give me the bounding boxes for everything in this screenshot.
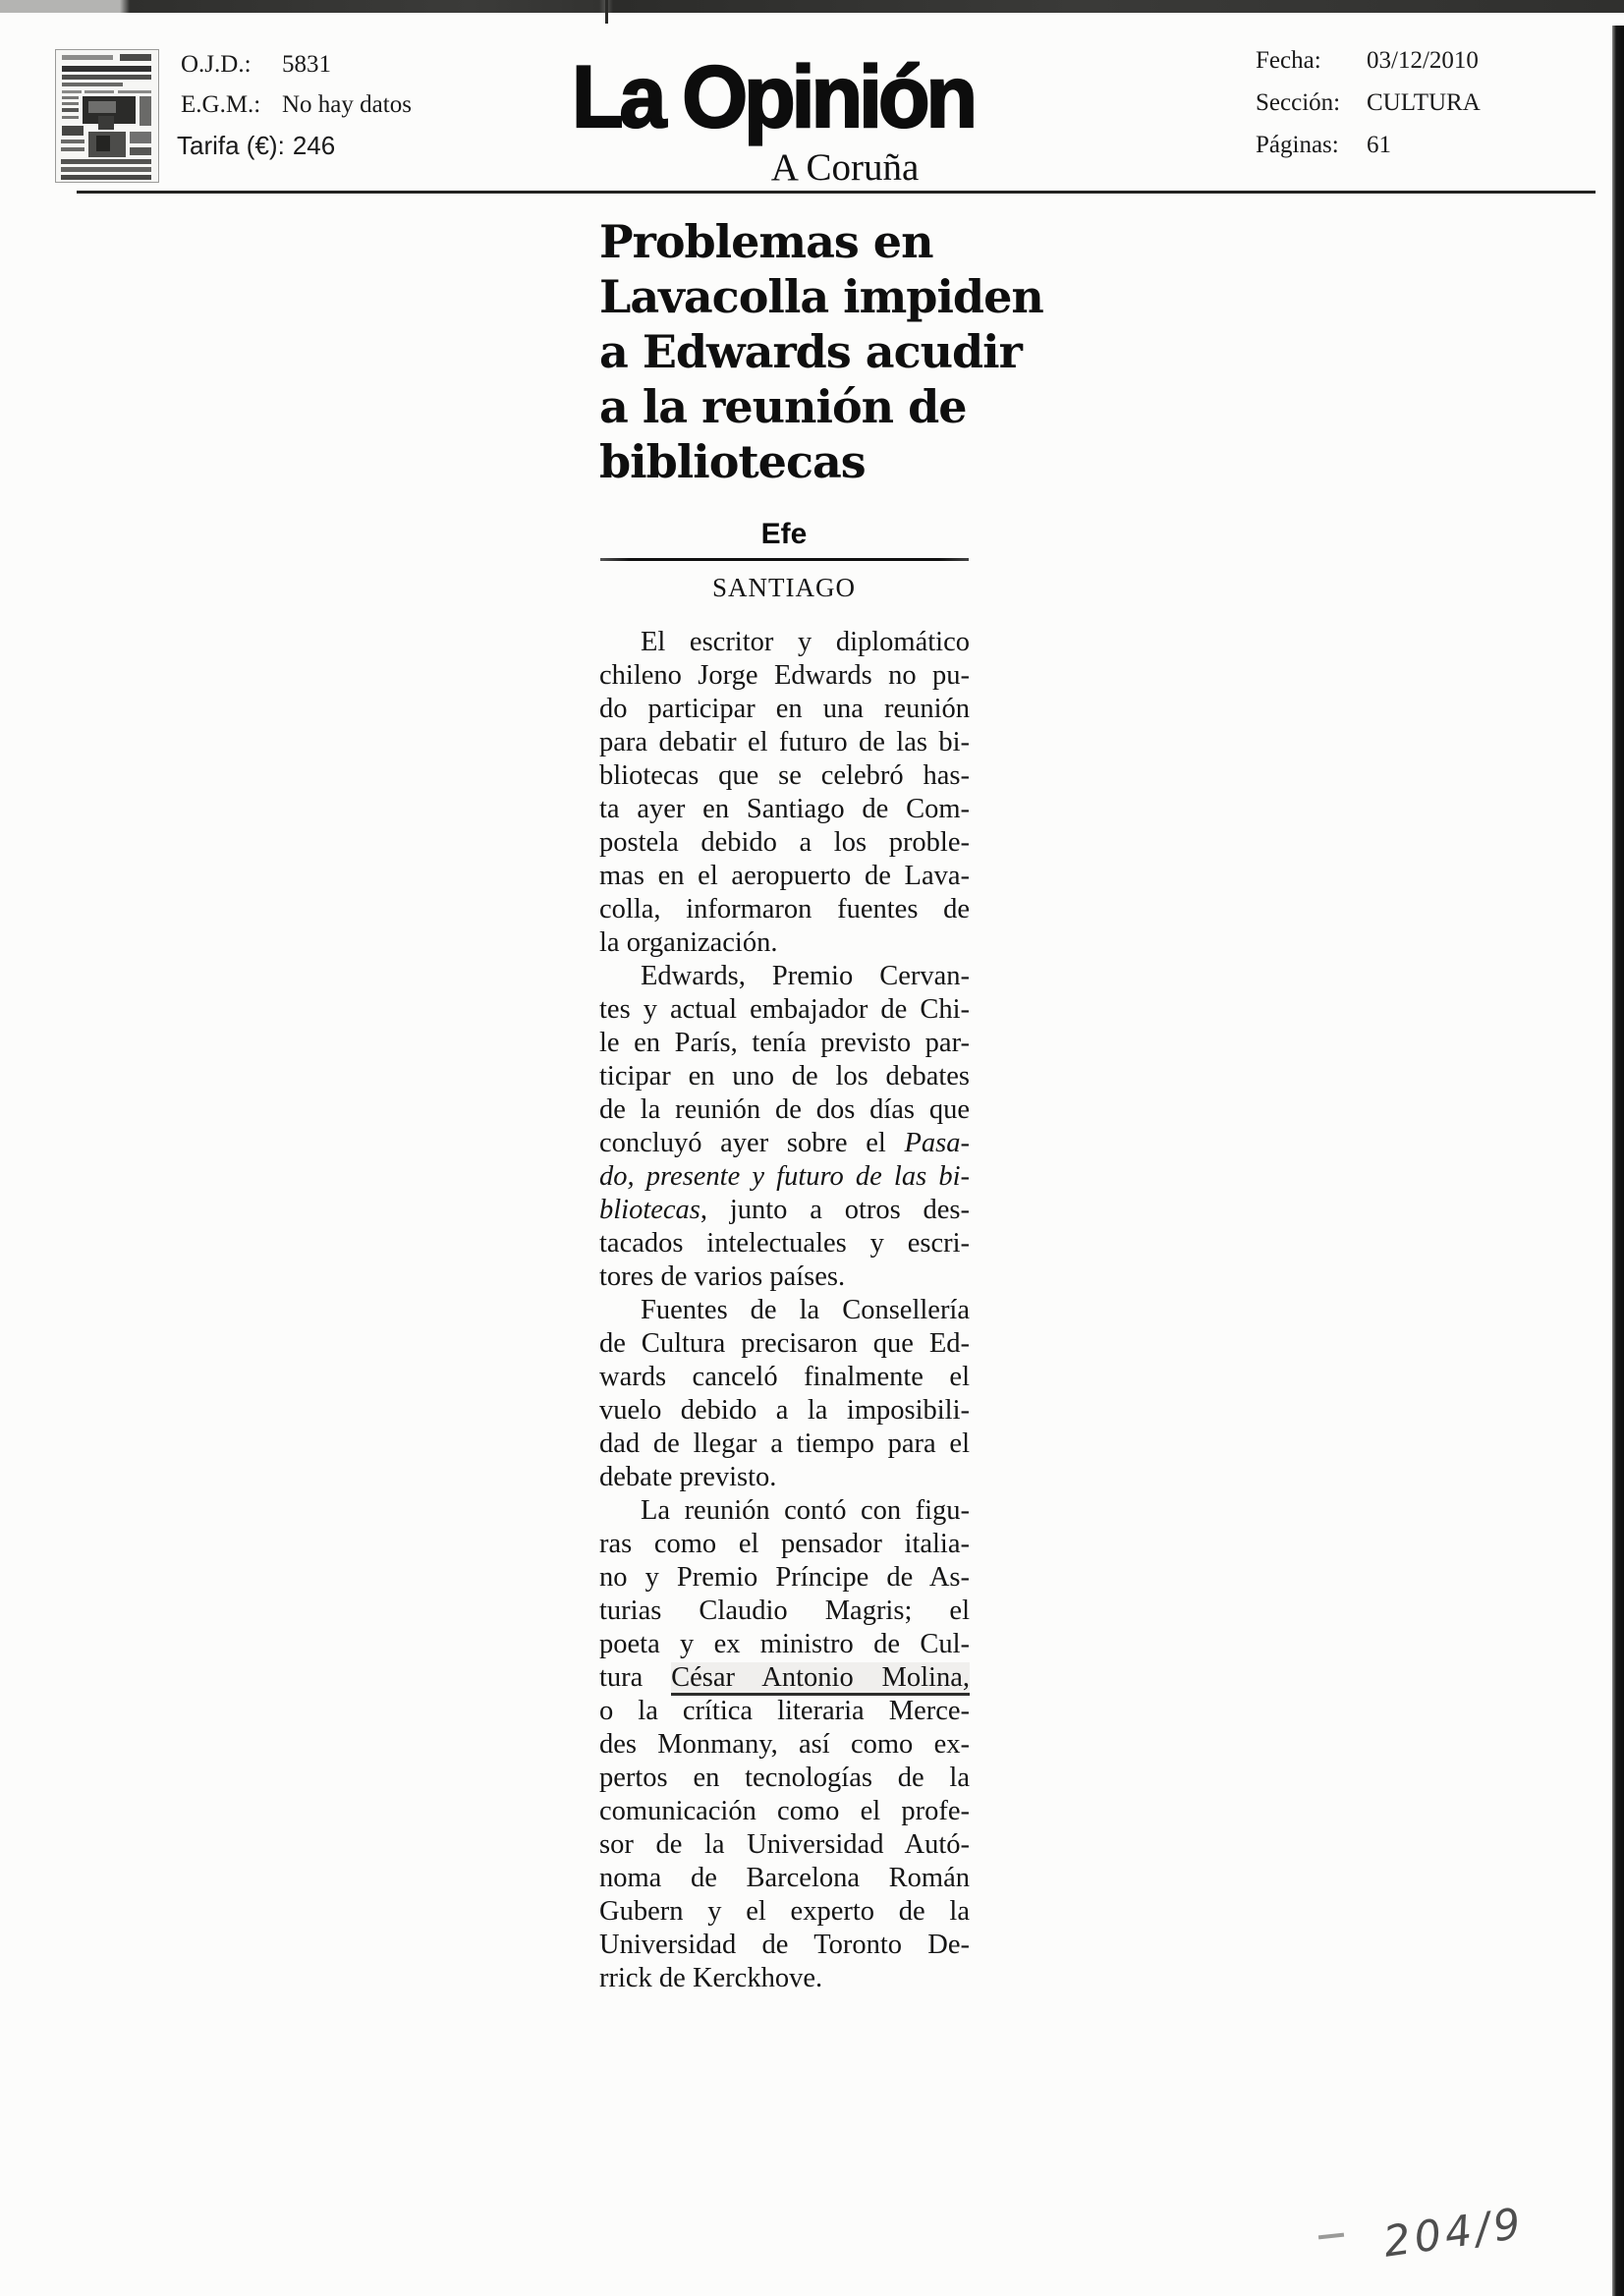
body-line: [599, 1294, 970, 1327]
metric-value: 5831: [282, 51, 331, 78]
metric-value: 246: [292, 131, 336, 160]
headline-line: a la reunión de: [599, 380, 967, 433]
body-text: para debatir el futuro de las bi-: [599, 727, 970, 757]
body-text: de la reunión de dos días que: [599, 1094, 970, 1125]
newspaper-thumbnail: [55, 49, 159, 183]
body-text: des Monmany, así como ex-: [599, 1729, 970, 1760]
body-text: mas en el aeropuerto de Lava-: [599, 861, 970, 891]
body-text: noma de Barcelona Román: [599, 1863, 970, 1893]
dateline: SANTIAGO: [712, 573, 856, 602]
body-text: de Cultura precisaron que Ed-: [599, 1328, 970, 1359]
info-label: Fecha:: [1256, 47, 1321, 74]
metric-label: E.G.M.:: [181, 91, 261, 118]
body-line: [599, 626, 970, 659]
info-label: Sección:: [1256, 89, 1341, 116]
body-text: Universidad de Toronto De-: [599, 1930, 970, 1960]
body-line: [599, 1260, 970, 1294]
body-text: ta ayer en Santiago de Com-: [599, 794, 970, 824]
body-line: [599, 1828, 970, 1862]
article-headline: [599, 215, 1043, 490]
body-text: la organización.: [599, 927, 778, 958]
body-line: [599, 826, 970, 860]
body-text: tacados intelectuales y escri-: [599, 1228, 970, 1259]
scan-edge-right: [1612, 26, 1624, 2296]
italic-text: bliotecas: [599, 1195, 700, 1225]
masthead-subtitle: A Coruña: [770, 146, 920, 189]
body-text: debate previsto.: [599, 1462, 777, 1492]
body-text: pertos en tecnologías de la: [599, 1763, 970, 1793]
body-line: [599, 659, 970, 693]
body-text: poeta y ex ministro de Cul-: [599, 1629, 970, 1659]
body-line: [599, 860, 970, 893]
italic-text: do, presente y futuro de las bi-: [599, 1161, 970, 1192]
body-text: tes y actual embajador de Chi-: [599, 994, 970, 1025]
headline-line: Lavacolla impiden: [599, 270, 1043, 323]
body-line: [599, 1361, 970, 1394]
body-line: [599, 1428, 970, 1461]
body-line: [599, 1795, 970, 1828]
body-line: [599, 926, 970, 960]
body-text: El escritor y diplomático: [641, 627, 970, 657]
body-text: do participar en una reunión: [599, 694, 970, 724]
body-text: sor de la Universidad Autó-: [599, 1829, 970, 1860]
body-line: [599, 1494, 970, 1528]
metric-row-egm: [181, 91, 412, 119]
metric-row-ojd: [181, 51, 331, 79]
body-line: [599, 1895, 970, 1929]
body-line: [599, 1595, 970, 1628]
body-line: [599, 1127, 970, 1160]
body-text: le en París, tenía previsto par-: [599, 1028, 970, 1058]
body-text: Gubern y el experto de la: [599, 1896, 970, 1927]
body-line: [599, 1327, 970, 1361]
body-text: ras como el pensador italia-: [599, 1529, 970, 1559]
headline-line: a Edwards acudir: [599, 325, 1022, 378]
body-line: [599, 693, 970, 726]
body-line: [599, 1060, 970, 1093]
byline-divider: [600, 558, 969, 561]
body-text: o la crítica literaria Merce-: [599, 1696, 970, 1726]
scan-edge-top: [0, 0, 1624, 13]
body-line: [599, 1027, 970, 1060]
body-text: comunicación como el profe-: [599, 1796, 970, 1826]
body-line: [599, 960, 970, 993]
header-divider: [77, 191, 1596, 194]
body-text: La reunión contó con figu-: [641, 1495, 970, 1526]
body-line: [599, 726, 970, 759]
info-row-fecha: [1256, 47, 1479, 75]
body-line: [599, 1762, 970, 1795]
metric-label: Tarifa (€):: [177, 131, 285, 160]
body-line: [599, 1461, 970, 1494]
body-text: concluyó ayer sobre el: [599, 1128, 905, 1158]
body-text: Fuentes de la Consellería: [641, 1295, 970, 1325]
info-label: Páginas:: [1256, 132, 1339, 158]
body-text: , junto a otros des-: [700, 1195, 970, 1225]
body-text: dad de llegar a tiempo para el: [599, 1428, 970, 1459]
body-line: [599, 1962, 970, 1995]
body-text: tores de varios países.: [599, 1261, 846, 1292]
body-line: [599, 893, 970, 926]
body-line: [599, 1661, 970, 1695]
body-line: [599, 1695, 970, 1728]
body-text: vuelo debido a la imposibili-: [599, 1395, 970, 1426]
body-text: ticipar en uno de los debates: [599, 1061, 970, 1092]
body-line: [599, 1394, 970, 1428]
headline-line: bibliotecas: [599, 435, 866, 488]
metric-value: No hay datos: [282, 91, 412, 118]
info-value: 03/12/2010: [1367, 47, 1479, 74]
body-text: chileno Jorge Edwards no pu-: [599, 660, 970, 691]
body-line: [599, 1194, 970, 1227]
info-row-seccion: [1256, 89, 1481, 117]
headline-line: Problemas en: [599, 215, 933, 268]
info-value: CULTURA: [1367, 89, 1481, 116]
body-line: [599, 993, 970, 1027]
byline: Efe: [760, 518, 808, 550]
body-line: [599, 1628, 970, 1661]
body-text: postela debido a los proble-: [599, 827, 970, 858]
info-value: 61: [1367, 132, 1391, 158]
body-line: [599, 1528, 970, 1561]
italic-text: Pasa-: [904, 1128, 970, 1158]
underlined-text: César Antonio Molina,: [671, 1662, 970, 1696]
body-line: [599, 759, 970, 793]
handwritten-note: 204/9: [1380, 2199, 1528, 2268]
handwritten-dash: [1318, 2233, 1344, 2240]
body-line: [599, 793, 970, 826]
body-text: colla, informaron fuentes de: [599, 894, 970, 924]
body-text: turias Claudio Magris; el: [599, 1596, 970, 1626]
body-line: [599, 1561, 970, 1595]
masthead-title: La Opinión: [572, 47, 975, 146]
body-line: [599, 1093, 970, 1127]
body-text: wards canceló finalmente el: [599, 1362, 970, 1392]
body-text: Edwards, Premio Cervan-: [641, 961, 970, 991]
body-line: [599, 1160, 970, 1194]
body-text: bliotecas que se celebró has-: [599, 760, 970, 791]
body-line: [599, 1862, 970, 1895]
scan-mark: [605, 0, 608, 24]
body-line: [599, 1929, 970, 1962]
body-text: rrick de Kerckhove.: [599, 1963, 823, 1993]
info-row-paginas: [1256, 132, 1391, 159]
article-body: [599, 626, 970, 1995]
body-line: [599, 1728, 970, 1762]
body-text: tura: [599, 1662, 672, 1693]
metric-row-tarifa: [177, 131, 335, 161]
body-text: no y Premio Príncipe de As-: [599, 1562, 970, 1593]
body-line: [599, 1227, 970, 1260]
metric-label: O.J.D.:: [181, 51, 252, 78]
